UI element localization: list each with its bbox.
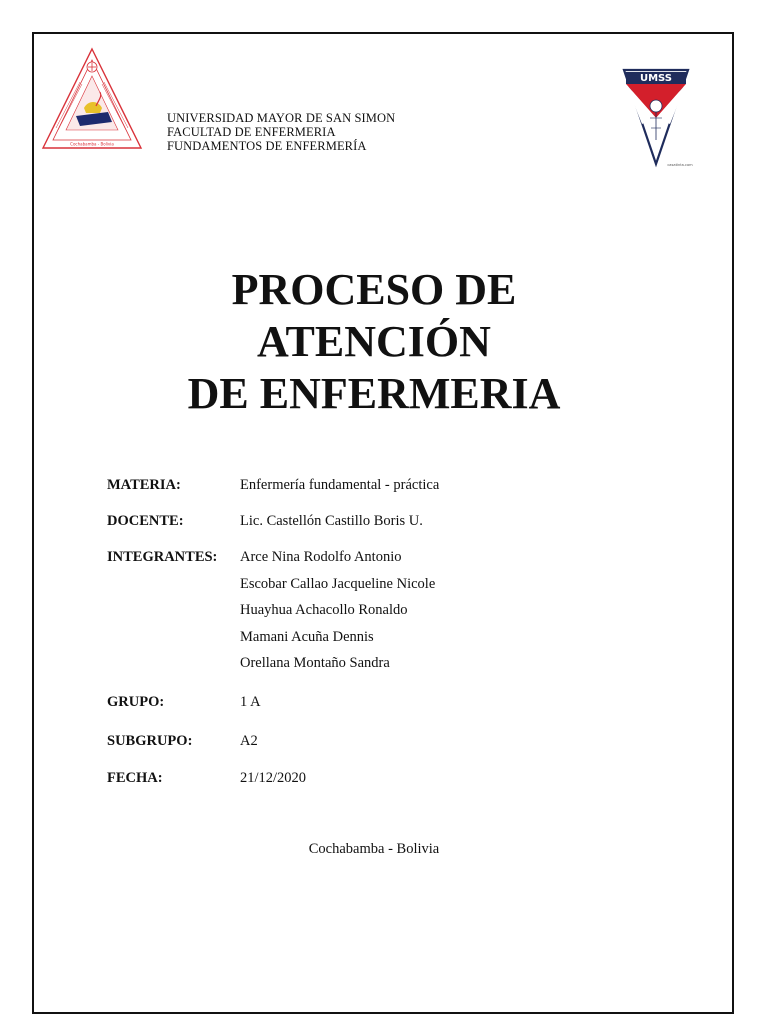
- nursing-faculty-seal-icon: [40, 46, 144, 152]
- title-line-1: PROCESO DE: [231, 265, 517, 314]
- members-list: [240, 549, 435, 682]
- subgrupo-label: SUBGRUPO:: [107, 733, 193, 749]
- document-title: [0, 264, 748, 420]
- member-item: Orellana Montaño Sandra: [240, 655, 390, 671]
- seal-caption: Cochabamba - Bolivia: [70, 141, 114, 147]
- fecha-value: 21/12/2020: [240, 770, 307, 786]
- fecha-label: FECHA:: [107, 770, 163, 786]
- faculty-name: FACULTAD DE ENFERMERIA: [167, 125, 336, 139]
- footer-location: Cochabamba - Bolivia: [308, 841, 440, 857]
- materia-label: MATERIA:: [107, 477, 181, 493]
- docente-label: DOCENTE:: [107, 513, 184, 529]
- docente-value: Lic. Castellón Castillo Boris U.: [240, 513, 423, 529]
- course-name: FUNDAMENTOS DE ENFERMERÍA: [167, 139, 367, 153]
- university-name: UNIVERSIDAD MAYOR DE SAN SIMON: [167, 111, 396, 125]
- title-line-2: ATENCIÓN: [257, 317, 491, 366]
- member-item: Escobar Callao Jacqueline Nicole: [240, 575, 436, 592]
- umss-label: UMSS: [639, 73, 673, 84]
- member-item: Mamani Acuña Dennis: [240, 628, 374, 645]
- subgrupo-value: A2: [240, 733, 258, 749]
- materia-value: Enfermería fundamental - práctica: [240, 477, 440, 493]
- umss-tagline: casatinta.com: [667, 163, 693, 167]
- member-item: Arce Nina Rodolfo Antonio: [240, 549, 402, 565]
- integrantes-label: INTEGRANTES:: [107, 549, 218, 565]
- umss-shield-icon: [620, 66, 700, 170]
- grupo-value: 1 A: [240, 694, 261, 710]
- institution-header: [167, 111, 395, 153]
- grupo-label: GRUPO:: [107, 694, 165, 710]
- member-item: Huayhua Achacollo Ronaldo: [240, 602, 408, 618]
- title-line-3: DE ENFERMERIA: [187, 369, 561, 418]
